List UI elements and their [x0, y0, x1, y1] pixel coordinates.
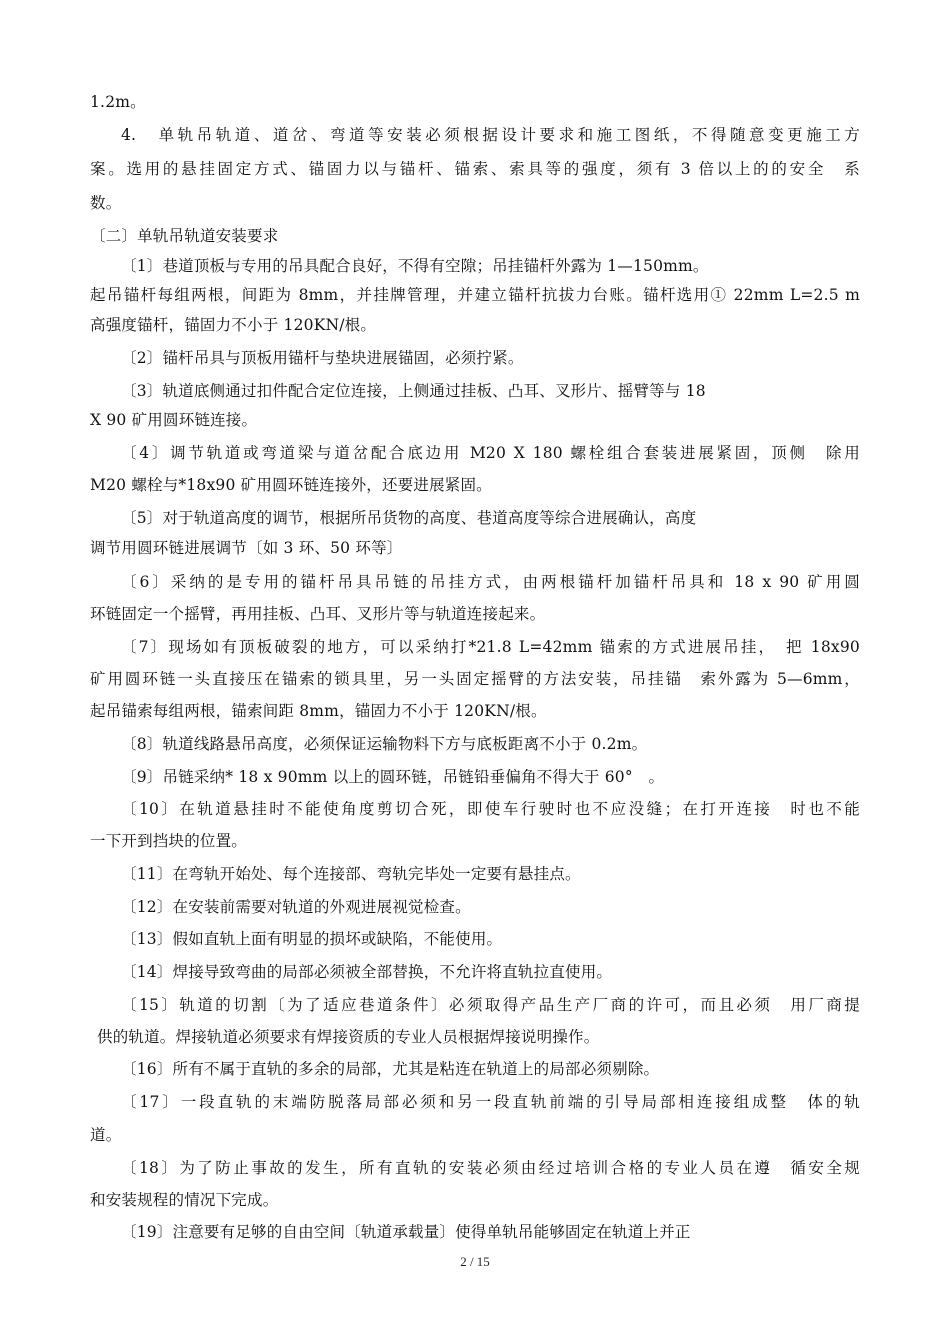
text-line: 调节用圆环链进展调节〔如 3 环、50 环等〕 [90, 539, 403, 557]
text-line: 〔15〕轨道的切割〔为了适应巷道条件〕必须取得产品生产厂商的许可，而且必须 用厂商提 [121, 996, 860, 1014]
text-line: X 90 矿用圆环链连接。 [90, 411, 258, 429]
section-heading: 〔二〕单轨吊轨道安装要求 [90, 227, 279, 245]
text-line: 〔11〕在弯轨开始处、每个连接部、弯轨完毕处一定要有悬挂点。 [121, 865, 581, 883]
text-line: 〔17〕一段直轨的末端防脱落局部必须和另一段直轨前端的引导局部相连接组成整 体的轨 [121, 1093, 860, 1111]
text-line: 起吊锚杆每组两根，间距为 8mm，并挂牌管理，并建立锚杆抗拔力台账。锚杆选用① 22mm L=2.5 m [90, 286, 860, 304]
text-line: 〔8〕轨道线路悬吊高度，必须保证运输物料下方与底板距离不小于 0.2m。 [121, 735, 648, 753]
text-line: 4. 单轨吊轨道、道岔、弯道等安装必须根据设计要求和施工图纸，不得随意变更施工方 [121, 126, 860, 144]
text-line: 起吊锚索每组两根，锚索间距 8mm，锚固力不小于 120KN/根。 [90, 702, 547, 720]
text-line: 〔6〕采纳的是专用的锚杆吊具吊链的吊挂方式，由两根锚杆加锚杆吊具和 18 x 90 矿用圆 [121, 573, 860, 591]
text-line: 〔5〕对于轨道高度的调节，根据所吊货物的高度、巷道高度等综合进展确认，高度 [121, 509, 697, 527]
text-line: 高强度锚杆，锚固力不小于 120KN/根。 [90, 316, 377, 334]
text-line: 道。 [90, 1126, 122, 1144]
text-line: M20 螺栓与*18x90 矿用圆环链连接外，还要进展紧固。 [90, 476, 492, 494]
text-line: 〔13〕假如直轨上面有明显的损坏或缺陷，不能使用。 [121, 930, 503, 948]
text-line: 数。 [90, 194, 122, 212]
text-line: 〔9〕吊链采纳* 18 x 90mm 以上的圆环链，吊链铅垂偏角不得大于 60° 。 [121, 768, 665, 786]
text-line: 〔16〕所有不属于直轨的多余的局部，尤其是粘连在轨道上的局部必须剔除。 [121, 1060, 660, 1078]
text-line: 〔7〕现场如有顶板破裂的地方，可以采纳打*21.8 L=42mm 锚索的方式进展吊挂， 把 18x90 [121, 638, 860, 656]
text-line: 案。选用的悬挂固定方式、锚固力以与锚杆、锚索、索具等的强度，须有 3 倍以上的的安全 系 [90, 160, 860, 178]
text-line: 〔3〕轨道底侧通过扣件配合定位连接，上侧通过挂板、凸耳、叉形片、摇臂等与 18 [121, 382, 706, 400]
text-line: 矿用圆环链一头直接压在锚索的锁具里，另一头固定摇臂的方法安装，吊挂锚 索外露为 5—6mm， [90, 670, 860, 688]
text-line: 1.2m。 [90, 93, 146, 111]
text-line: 环链固定一个摇臂，再用挂板、凸耳、叉形片等与轨道连接起来。 [90, 605, 546, 623]
text-line: 〔18〕为了防止事故的发生，所有直轨的安装必须由经过培训合格的专业人员在遵 循安全规 [121, 1159, 860, 1177]
text-line: 一下开到挡块的位置。 [90, 832, 248, 850]
text-line: 〔2〕锚杆吊具与顶板用锚杆与垫块进展锚固，必须拧紧。 [121, 349, 524, 367]
text-line: 〔4〕调节轨道或弯道梁与道岔配合底边用 M20 X 180 螺栓组合套装进展紧固，顶侧 除用 [121, 444, 860, 462]
text-line: 〔1〕巷道顶板与专用的吊具配合良好，不得有空隙；吊挂锚杆外露为 1—150mm。 [121, 257, 709, 275]
text-line: 〔14〕焊接导致弯曲的局部必须被全部替换，不允许将直轨拉直使用。 [121, 963, 613, 981]
page-number: 2 / 15 [460, 1254, 490, 1269]
text-line: 〔12〕在安装前需要对轨道的外观进展视觉检查。 [121, 898, 471, 916]
text-line: 和安装规程的情况下完成。 [90, 1191, 279, 1209]
text-line: 供的轨道。焊接轨道必须要求有焊接资质的专业人员根据焊接说明操作。 [97, 1028, 600, 1046]
text-line: 〔19〕注意要有足够的自由空间〔轨道承载量〕使得单轨吊能够固定在轨道上并正 [121, 1223, 691, 1241]
text-line: 〔10〕在轨道悬挂时不能使角度剪切合死，即使车行驶时也不应没缝；在打开连接 时也不能 [121, 800, 860, 818]
